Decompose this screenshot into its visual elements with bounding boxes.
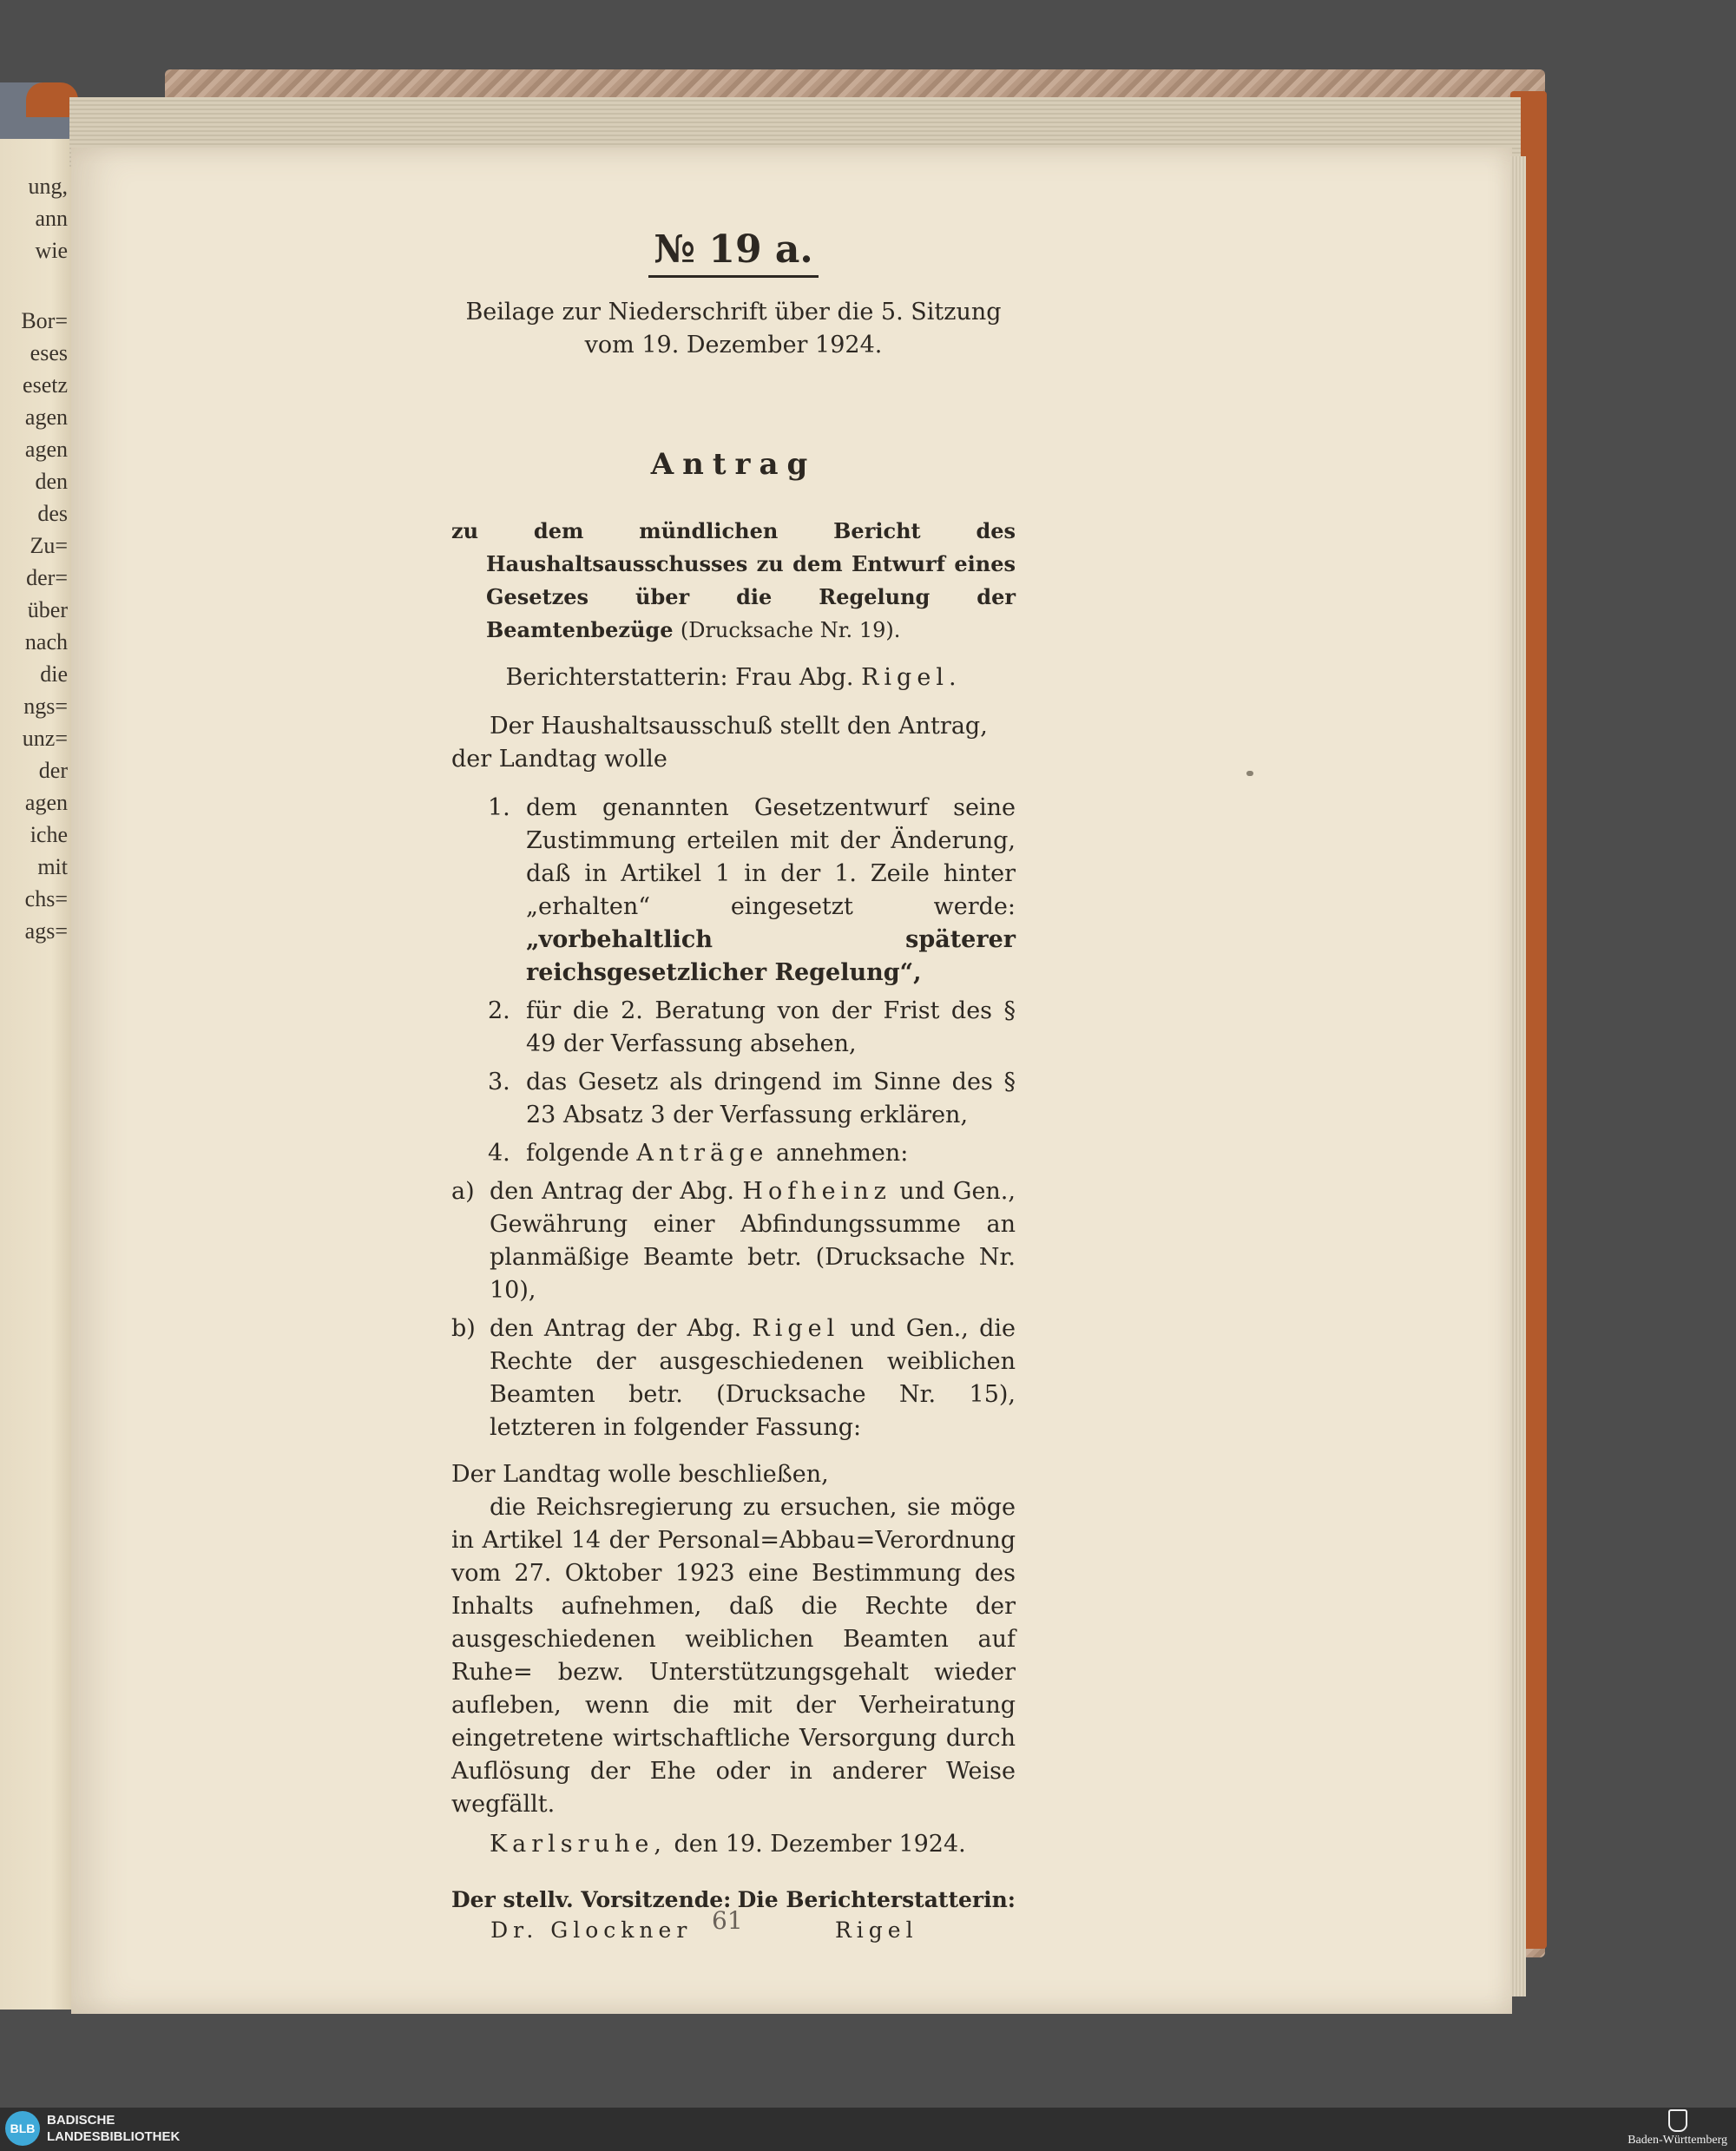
left-page-fragment: Bor= (21, 308, 68, 333)
left-page-fragment: der= (26, 565, 68, 590)
left-page-fragment: nach (24, 629, 68, 655)
left-page-fragment: esetz (23, 372, 68, 398)
left-page-fragment: über (27, 597, 68, 622)
list-item: 4. folgende Anträge annehmen: (488, 1140, 909, 1167)
signature-right: Die Berichterstatterin: Rigel (737, 1887, 1016, 1943)
library-name[interactable]: BADISCHE LANDESBIBLIOTHEK (47, 2113, 181, 2144)
paper-speck (1246, 771, 1253, 776)
antrag-list (451, 792, 1016, 1444)
left-page-fragment: mit (37, 854, 68, 879)
left-page-fragment: den (35, 469, 68, 494)
left-page-fragment: ags= (24, 918, 68, 944)
intro-line-1: Der Haushaltsausschuß stellt den Antrag, (490, 713, 988, 740)
heading-antrag: Antrag (650, 447, 817, 482)
left-page-fragment: agen (24, 405, 68, 430)
left-page-fragment: des (37, 501, 68, 526)
blb-logo[interactable]: BLB (5, 2111, 40, 2146)
left-page-fragment: die (40, 661, 68, 687)
left-page-fragment: iche (30, 822, 68, 847)
intro-line-2: der Landtag wolle (451, 746, 667, 773)
left-page-fragment: Zu= (30, 533, 68, 558)
list-item: 3. das Gesetz als dringend im Sinne des § 23 Absatz 3 der Verfassung erklären, (488, 1069, 1016, 1128)
left-page-fragment: unz= (22, 726, 68, 751)
list-item: 1. dem genannten Gesetzentwurf seine Zustimmung erteilen mit der Änderung, daß in Artikel 1 in der 1. Zeile hinter „erhalten“ eingesetzt werde: „vorbehaltlich späterer reichsgesetzlicher Regelung“, (488, 794, 1016, 986)
list-item: 2. für die 2. Beratung von der Frist des § 49 der Verfassung absehen, (488, 997, 1016, 1057)
document-number: № 19 a. (451, 227, 1016, 272)
document-content (451, 227, 1016, 1943)
left-page-fragment: chs= (24, 886, 68, 911)
left-page-fragment: eses (30, 340, 68, 365)
left-page-edge (0, 139, 73, 2010)
viewer-footer (0, 2108, 1736, 2151)
subtitle: Beilage zur Niederschrift über die 5. Sitzung vom 19. Dezember 1924. (465, 299, 1002, 358)
berichterstatterin-line: Berichterstatterin: Frau Abg. Rigel. (505, 664, 962, 691)
coat-of-arms-icon (1668, 2109, 1687, 2132)
zu-clause: zu dem mündlichen Bericht des Haushaltsausschusses zu dem Entwurf eines Gesetzes über die Regelung der Beamtenbezüge (Drucksache Nr. 19). (451, 518, 1016, 642)
left-page-fragment: wie (35, 238, 68, 263)
list-item: b) den Antrag der Abg. Rigel und Gen., die Rechte der ausgeschiedenen weiblichen Beamten betr. (Drucksache Nr. 15), letzteren in folgender Fassung: (451, 1315, 1016, 1441)
page-number: 61 (712, 1906, 743, 1935)
baden-wuerttemberg-logo[interactable]: Baden-Württemberg (1628, 2109, 1727, 2148)
list-item: a) den Antrag der Abg. Hofheinz und Gen., Gewährung einer Abfindungssumme an planmäßige Beamte betr. (Drucksache Nr. 10), (451, 1178, 1016, 1304)
left-page-fragment: agen (24, 790, 68, 815)
place-date: Karlsruhe, den 19. Dezember 1924. (490, 1831, 966, 1858)
resolution-text: die Reichsregierung zu ersuchen, sie möge in Artikel 14 der Personal=Abbau=Verordnung vom 27. Oktober 1923 eine Bestimmung des Inhalts aufnehmen, daß die Rechte der ausgeschiedenen weiblichen Beamten auf Ruhe= bezw. Unterstützungsgehalt wieder aufleben, wenn die mit der Verheiratung eingetretene wirtschaftliche Versorgung durch Auflösung der Ehe oder in anderer Weise wegfällt. (451, 1494, 1016, 1818)
left-page-fragment: der (38, 758, 68, 783)
left-page-fragment: ann (35, 206, 68, 231)
page-stack-right (1510, 156, 1526, 1996)
signature-left: Der stellv. Vorsitzende: Dr. Glockner (451, 1887, 732, 1943)
left-page-fragment: ngs= (23, 694, 68, 719)
left-page-fragment: ung, (28, 174, 68, 199)
resolution-intro: Der Landtag wolle beschließen, (451, 1461, 829, 1488)
left-page-fragment: agen (24, 437, 68, 462)
